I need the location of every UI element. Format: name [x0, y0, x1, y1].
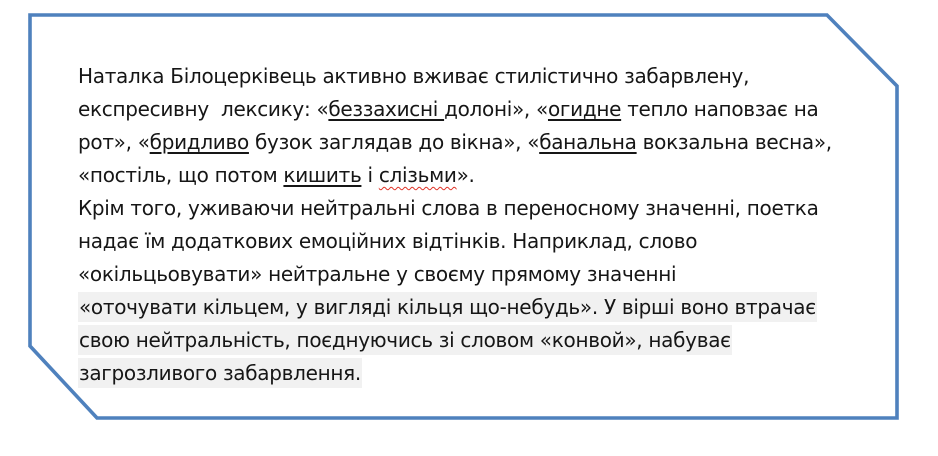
text-line: [78, 258, 884, 291]
text-line: [78, 126, 884, 159]
underlined-word: банальна: [539, 130, 637, 154]
text-line: [78, 93, 884, 126]
highlighted-line-text: [78, 292, 817, 322]
line-text: [78, 229, 697, 253]
text-run: бузок заглядав до вікна», «: [248, 130, 540, 154]
text-line: [78, 192, 884, 225]
underlined-word: бридливо: [149, 130, 249, 154]
text-run: Крім того, уживаючи нейтральні слова в переносному значенні, поетка: [78, 196, 819, 220]
highlighted-line-text: [78, 325, 732, 355]
text-run: надає їм додаткових емоційних відтінків. Наприклад, слово: [78, 229, 698, 253]
text-run: вокзальна весна»,: [636, 130, 832, 154]
text-run: «постіль, що потом: [78, 163, 284, 187]
text-run: «окільцьовувати» нейтральне у своєму прямому значенні: [78, 262, 677, 286]
text-run: «оточувати кільцем, у вигляді кільця що-небудь». У вірші воно втрачає: [79, 295, 816, 319]
text-run: долоні», «: [444, 97, 548, 121]
underlined-word: огидне: [547, 97, 622, 121]
line-text: [78, 64, 749, 88]
text-run: Наталка Білоцерківець активно вживає стилістично забарвлену,: [78, 64, 750, 88]
text-run: ».: [456, 163, 475, 187]
line-text: [78, 163, 475, 187]
spellcheck-squiggle-word: слізьми: [378, 163, 457, 187]
text-run: свою нейтральність, поєднуючись зі словом «конвой», набуває: [79, 328, 731, 352]
text-run: тепло наповзає на: [621, 97, 819, 121]
body-text: [78, 60, 884, 390]
text-run: рот», «: [78, 130, 150, 154]
text-line: [78, 357, 884, 390]
line-text: [78, 262, 676, 286]
highlighted-line-text: [78, 358, 362, 388]
text-run: експресивну лексику: «: [78, 97, 329, 121]
line-text: [78, 130, 832, 154]
text-line: [78, 159, 884, 192]
text-line: [78, 291, 884, 324]
underlined-word: кишить: [283, 163, 362, 187]
text-line: [78, 324, 884, 357]
text-line: [78, 225, 884, 258]
line-text: [78, 196, 819, 220]
underlined-word: беззахисні: [328, 97, 445, 121]
line-text: [78, 97, 819, 121]
text-run: загрозливого забарвлення.: [79, 361, 361, 385]
text-run: і: [361, 163, 379, 187]
text-line: [78, 60, 884, 93]
